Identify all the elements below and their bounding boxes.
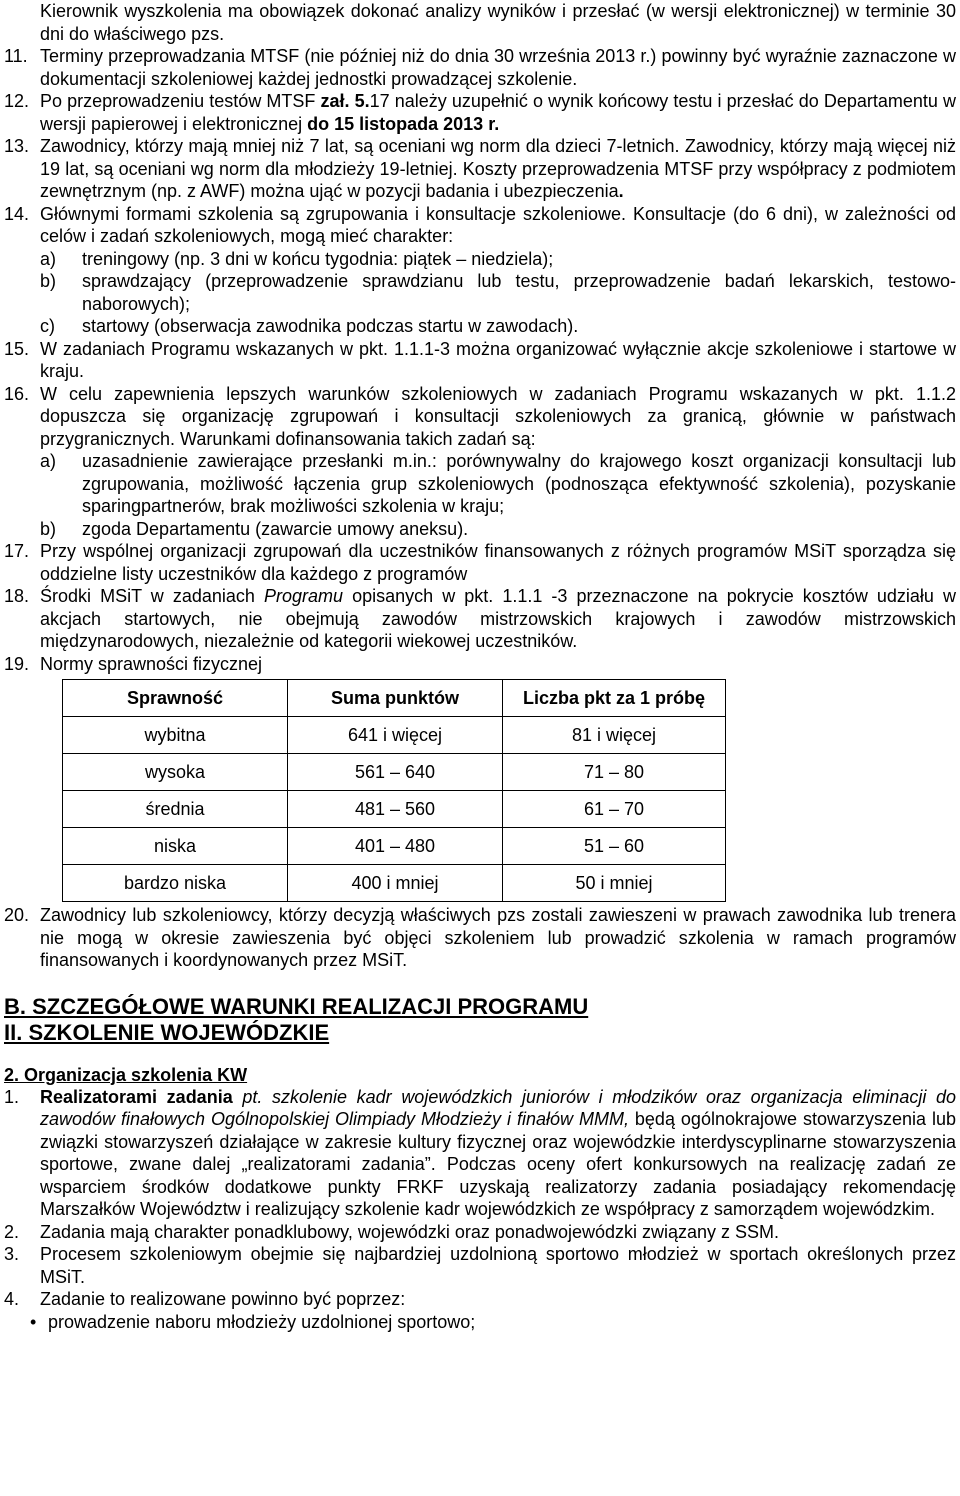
subitem-label: b) [40, 518, 57, 539]
table-cell: średnia [63, 791, 288, 828]
table-header-cell: Sprawność [63, 680, 288, 717]
item-number: 1. [4, 1086, 20, 1107]
table-header-cell: Suma punktów [288, 680, 503, 717]
item-number: 13. [4, 136, 30, 156]
paragraph-19 [4, 653, 956, 676]
paragraph-text: Przy wspólnej organizacji zgrupowań dla uczestników finansowanych z różnych programów MSiT sporządza się oddzielne listy uczestników dla każdego z programów [40, 541, 956, 584]
document-page [4, 0, 956, 1333]
table-cell: 401 – 480 [288, 828, 503, 865]
paragraph-end: . [618, 181, 624, 201]
paragraph-text: W celu zapewnienia lepszych warunków szkoleniowych w zadaniach Programu wskazanych w pkt. 1.1.2 dopuszcza się organizację zgrupowań i konsultacji szkoleniowych za granicą, głównie w państwach przygranicznych. Warunkami dofinansowania takich zadań są: [40, 383, 956, 449]
paragraph-text: opisanych w pkt. 1.1.1 -3 przeznaczone na pokrycie kosztów udziału w akcjach startowych, nie obejmują zawodów mistrzowskich krajowych i zawodów mistrzowskich międzynarodowych, niezależnie od kategorii wiekowej uczestników. [40, 586, 956, 651]
bold-lead: Realizatorami zadania [40, 1086, 233, 1107]
bold-ref: zał. 5. [320, 91, 370, 111]
paragraph-10-continuation: Kierownik wyszkolenia ma obowiązek dokonać analizy wyników i przesłać (w wersji elektronicznej) w terminie 30 dni do właściwego pzs. [40, 1, 956, 44]
paragraph-17 [4, 540, 956, 585]
paragraph-text: Po przeprowadzeniu testów MTSF [40, 91, 321, 111]
paragraph-text: Terminy przeprowadzania MTSF (nie później niż do dnia 30 września 2013 r.) powinny być wyraźnie zaznaczone w dokumentacji szkoleniowej każdej jednostki prowadzącej szkolenie. [40, 46, 956, 89]
table-cell: wybitna [63, 717, 288, 754]
paragraph-16 [4, 383, 956, 451]
table-cell: 81 i więcej [503, 717, 726, 754]
item-number: 3. [4, 1244, 20, 1264]
section-heading-b: B. SZCZEGÓŁOWE WARUNKI REALIZACJI PROGRAMU [4, 993, 589, 1019]
subitem-14a [4, 248, 956, 271]
table-cell: 561 – 640 [288, 754, 503, 791]
paragraph-text: będą ogólnokrajowe stowarzyszenia lub związki stowarzyszeń działające w zakresie kultury fizycznej oraz wojewódzkie interdyscyplinarne stowarzyszenia sportowe, zwane dalej „realizatorami zadania”. Podczas oceny ofert konkursowych na realizację zadań ze wsparciem środków dodatkowe punkty FRKF uzyskają realizatorzy zadania posiadający rekomendację Marszałków Województw i realizujący szkolenie kadr wojewódzkich ze współpracy z samorządem wojewódzkim. [40, 1109, 956, 1219]
subitem-label: a) [40, 248, 57, 269]
paragraph-15 [4, 338, 956, 383]
subsection-heading: 2. Organizacja szkolenia KW [4, 1064, 248, 1085]
paragraph-text: W zadaniach Programu wskazanych w pkt. 1.1.1-3 można organizować wyłącznie akcje szkoleniowe i startowe w kraju. [40, 338, 956, 381]
table-header-row [63, 680, 726, 717]
subitem-16a [4, 450, 956, 518]
table-cell: bardzo niska [63, 865, 288, 902]
paragraph-text: 17 należy uzupełnić o wynik końcowy testu i przesłać do Departamentu w wersji papierowej i elektronicznej [40, 91, 956, 134]
paragraph-18 [4, 585, 956, 653]
paragraph-text: Środki MSiT w zadaniach [40, 586, 264, 606]
paragraph-12 [4, 90, 956, 135]
bullet-text: prowadzenie naboru młodzieży uzdolnionej sportowo; [48, 1311, 476, 1332]
item-number: 12. [4, 91, 30, 111]
fitness-norms-table [62, 679, 726, 902]
subitem-16b [4, 518, 956, 541]
subitem-text: uzasadnienie zawierające przesłanki m.in.: porównywalny do krajowego koszt organizacji konsultacji lub zgrupowania, możliwość łączenia grup szkoleniowych (podnosząca efektywność szkolenia), pozyskanie sparingpartnerów, brak możliwości szkolenia w kraju; [82, 451, 956, 516]
table-cell: 641 i więcej [288, 717, 503, 754]
item-number: 16. [4, 383, 30, 404]
paragraph-text: Zadanie to realizowane powinno być poprzez: [40, 1289, 406, 1309]
table-cell: 71 – 80 [503, 754, 726, 791]
section-heading-ii: II. SZKOLENIE WOJEWÓDZKIE [4, 1019, 330, 1045]
table-cell: 61 – 70 [503, 791, 726, 828]
item-4 [4, 1288, 956, 1311]
subitem-label: b) [40, 271, 57, 291]
paragraph-11 [4, 45, 956, 90]
item-number: 15. [4, 338, 30, 359]
item-number: 19. [4, 653, 30, 674]
item-number: 20. [4, 905, 30, 925]
table-cell: 400 i mniej [288, 865, 503, 902]
item-number: 4. [4, 1289, 20, 1309]
bullet-icon: • [30, 1311, 37, 1332]
table-header-cell: Liczba pkt za 1 próbę [503, 680, 726, 717]
item-3 [4, 1243, 956, 1288]
subitem-14c [4, 315, 956, 338]
paragraph-text: Zadania mają charakter ponadklubowy, wojewódzki oraz ponadwojewódzki związany z SSM. [40, 1221, 780, 1242]
paragraph-text: Zawodnicy, którzy mają mniej niż 7 lat, są oceniani wg norm dla dzieci 7-letnich. Zawodnicy, którzy mają więcej niż 19 lat, są oceniani wg norm dla młodzieży 19-letniej. Koszty przeprowadzenia MTSF przy współpracy z podmiotem zewnętrznym (np. z AWF) można ująć w pozycji badania i ubezpieczenia [40, 136, 956, 201]
table-cell: 481 – 560 [288, 791, 503, 828]
item-2 [4, 1221, 956, 1244]
italic-text: pt. szkolenie kadr wojewódzkich juniorów i młodzików oraz organizacja eliminacji do zawodów finałowych Ogólnopolskiej Olimpiady Młodzieży i finałów MMM, [40, 1086, 956, 1129]
table-cell: 51 – 60 [503, 828, 726, 865]
paragraph-14 [4, 203, 956, 248]
table-cell: wysoka [63, 754, 288, 791]
table-cell: 50 i mniej [503, 865, 726, 902]
subitem-label: a) [40, 451, 57, 471]
item-number: 18. [4, 586, 30, 606]
paragraph-text: Zawodnicy lub szkoleniowcy, którzy decyzją właściwych pzs zostali zawieszeni w prawach zawodnika lub trenera nie mogą w okresie zawieszenia być objęci szkoleniem lub prowadzić szkolenia w ramach programów finansowanych i koordynowanych przez MSiT. [40, 905, 956, 970]
subitem-text: treningowy (np. 3 dni w końcu tygodnia: piątek – niedziela); [82, 248, 554, 269]
deadline: do 15 listopada 2013 r. [307, 113, 500, 134]
item-number: 14. [4, 203, 30, 224]
table-row [63, 717, 726, 754]
paragraph-20 [4, 904, 956, 972]
subitem-text: zgoda Departamentu (zawarcie umowy aneksu). [82, 518, 469, 539]
bullet-item [4, 1311, 956, 1334]
subitem-text: sprawdzający (przeprowadzenie sprawdzianu lub testu, przeprowadzenie badań lekarskich, testowo-naborowych); [82, 271, 956, 314]
paragraph-text: Normy sprawności fizycznej [40, 653, 263, 674]
subitem-label: c) [40, 316, 55, 336]
item-1 [4, 1086, 956, 1221]
subitem-text: startowy (obserwacja zawodnika podczas startu w zawodach). [82, 316, 579, 336]
paragraph-13 [4, 135, 956, 203]
paragraph-text: Głównymi formami szkolenia są zgrupowania i konsultacje szkoleniowe. Konsultacje (do 6 dni), w zależności od celów i zadań szkoleniowych, mogą mieć charakter: [40, 203, 956, 246]
table-row [63, 754, 726, 791]
table-row [63, 791, 726, 828]
table-row [63, 865, 726, 902]
italic-word: Programu [264, 586, 344, 606]
table-row [63, 828, 726, 865]
table-cell: niska [63, 828, 288, 865]
item-number: 11. [4, 46, 28, 66]
item-number: 17. [4, 541, 30, 561]
subitem-14b [4, 270, 956, 315]
item-number: 2. [4, 1221, 20, 1242]
paragraph-text: Procesem szkoleniowym obejmie się najbardziej uzdolnioną sportowo młodzież w sportach określonych przez MSiT. [40, 1244, 956, 1287]
